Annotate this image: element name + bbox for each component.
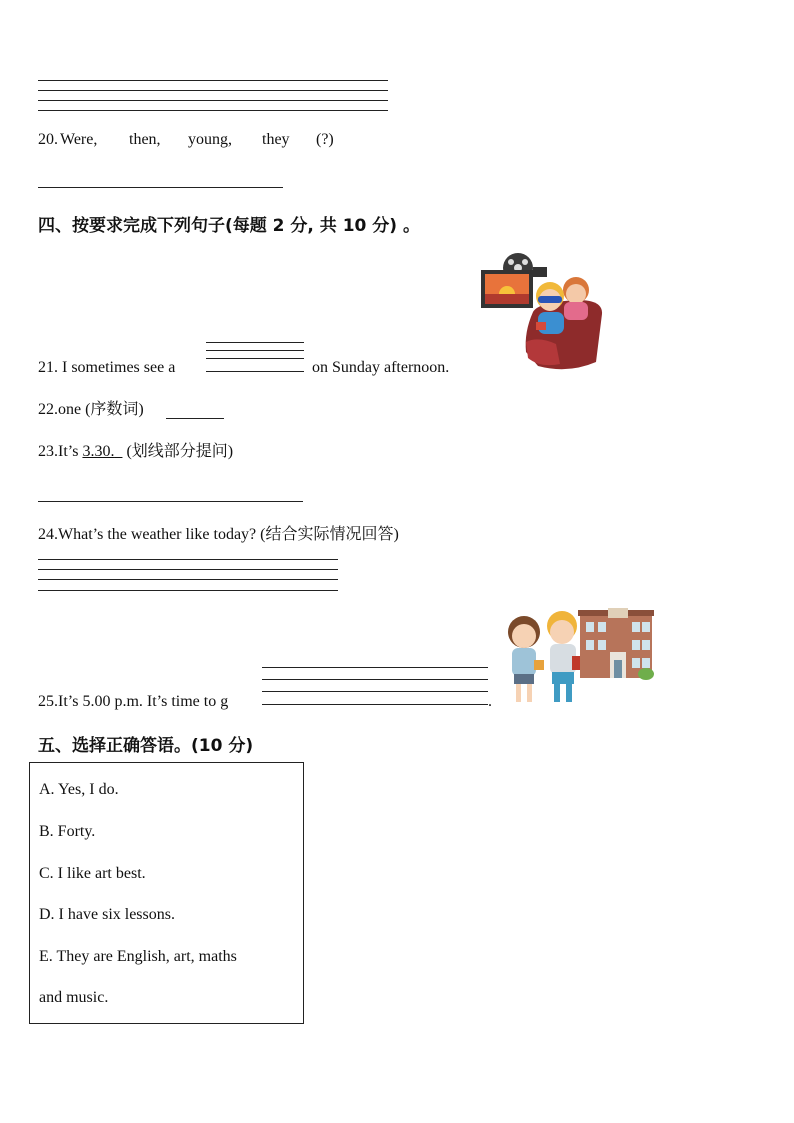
q23-underlined-part: 3.30. (82, 443, 115, 460)
q25-prompt: 25.It’s 5.00 p.m. It’s time to g (38, 693, 229, 710)
q21-answer-line[interactable] (206, 350, 304, 351)
answer-line[interactable] (38, 90, 388, 91)
option-e: E. They are English, art, maths (39, 948, 237, 965)
q21-answer-line[interactable] (206, 371, 304, 372)
q22-answer-line[interactable] (166, 418, 224, 419)
answer-line[interactable] (38, 100, 388, 101)
q24-answer-line[interactable] (38, 579, 338, 580)
q21-prompt: 21. I sometimes see a (38, 359, 176, 376)
q25-end: . (488, 693, 492, 710)
option-b: B. Forty. (39, 823, 96, 840)
option-c: C. I like art best. (39, 865, 146, 882)
cinema-kids-illustration (478, 252, 608, 374)
q20-word: (?) (316, 131, 334, 148)
section-5-heading: 五、选择正确答语。(10 分) (38, 736, 254, 756)
q23-answer-line[interactable] (38, 501, 303, 502)
q25-answer-line[interactable] (262, 667, 488, 668)
q22-prompt: 22.one (序数词) (38, 401, 144, 418)
q21-answer-line[interactable] (206, 358, 304, 359)
q23-prompt (38, 442, 233, 462)
q24-answer-line[interactable] (38, 569, 338, 570)
q20-number: 20. (38, 131, 58, 148)
q25-answer-line[interactable] (262, 679, 488, 680)
q21-answer-line[interactable] (206, 342, 304, 343)
school-kids-illustration (500, 608, 656, 708)
q23-prefix: 23.It’s (38, 443, 79, 460)
q24-answer-line[interactable] (38, 590, 338, 591)
q24-prompt: 24.What’s the weather like today? (结合实际情况回答) (38, 526, 399, 543)
answer-options-box (29, 762, 304, 1024)
q20-word: young, (188, 131, 232, 148)
q23-instruction: (划线部分提问) (126, 443, 234, 460)
q25-answer-line[interactable] (262, 691, 488, 692)
q20-word: Were, (60, 131, 98, 148)
q24-answer-line[interactable] (38, 559, 338, 560)
option-e-continued: and music. (39, 989, 109, 1006)
q20-word: then, (129, 131, 161, 148)
q20-word: they (262, 131, 290, 148)
section-4-heading: 四、按要求完成下列句子(每题 2 分, 共 10 分) 。 (38, 216, 420, 236)
answer-line[interactable] (38, 80, 388, 81)
option-d: D. I have six lessons. (39, 906, 175, 923)
option-a: A. Yes, I do. (39, 781, 119, 798)
q25-answer-line[interactable] (262, 704, 488, 705)
q21-suffix: on Sunday afternoon. (312, 359, 450, 376)
answer-line[interactable] (38, 110, 388, 111)
q20-answer-line[interactable] (38, 187, 283, 188)
